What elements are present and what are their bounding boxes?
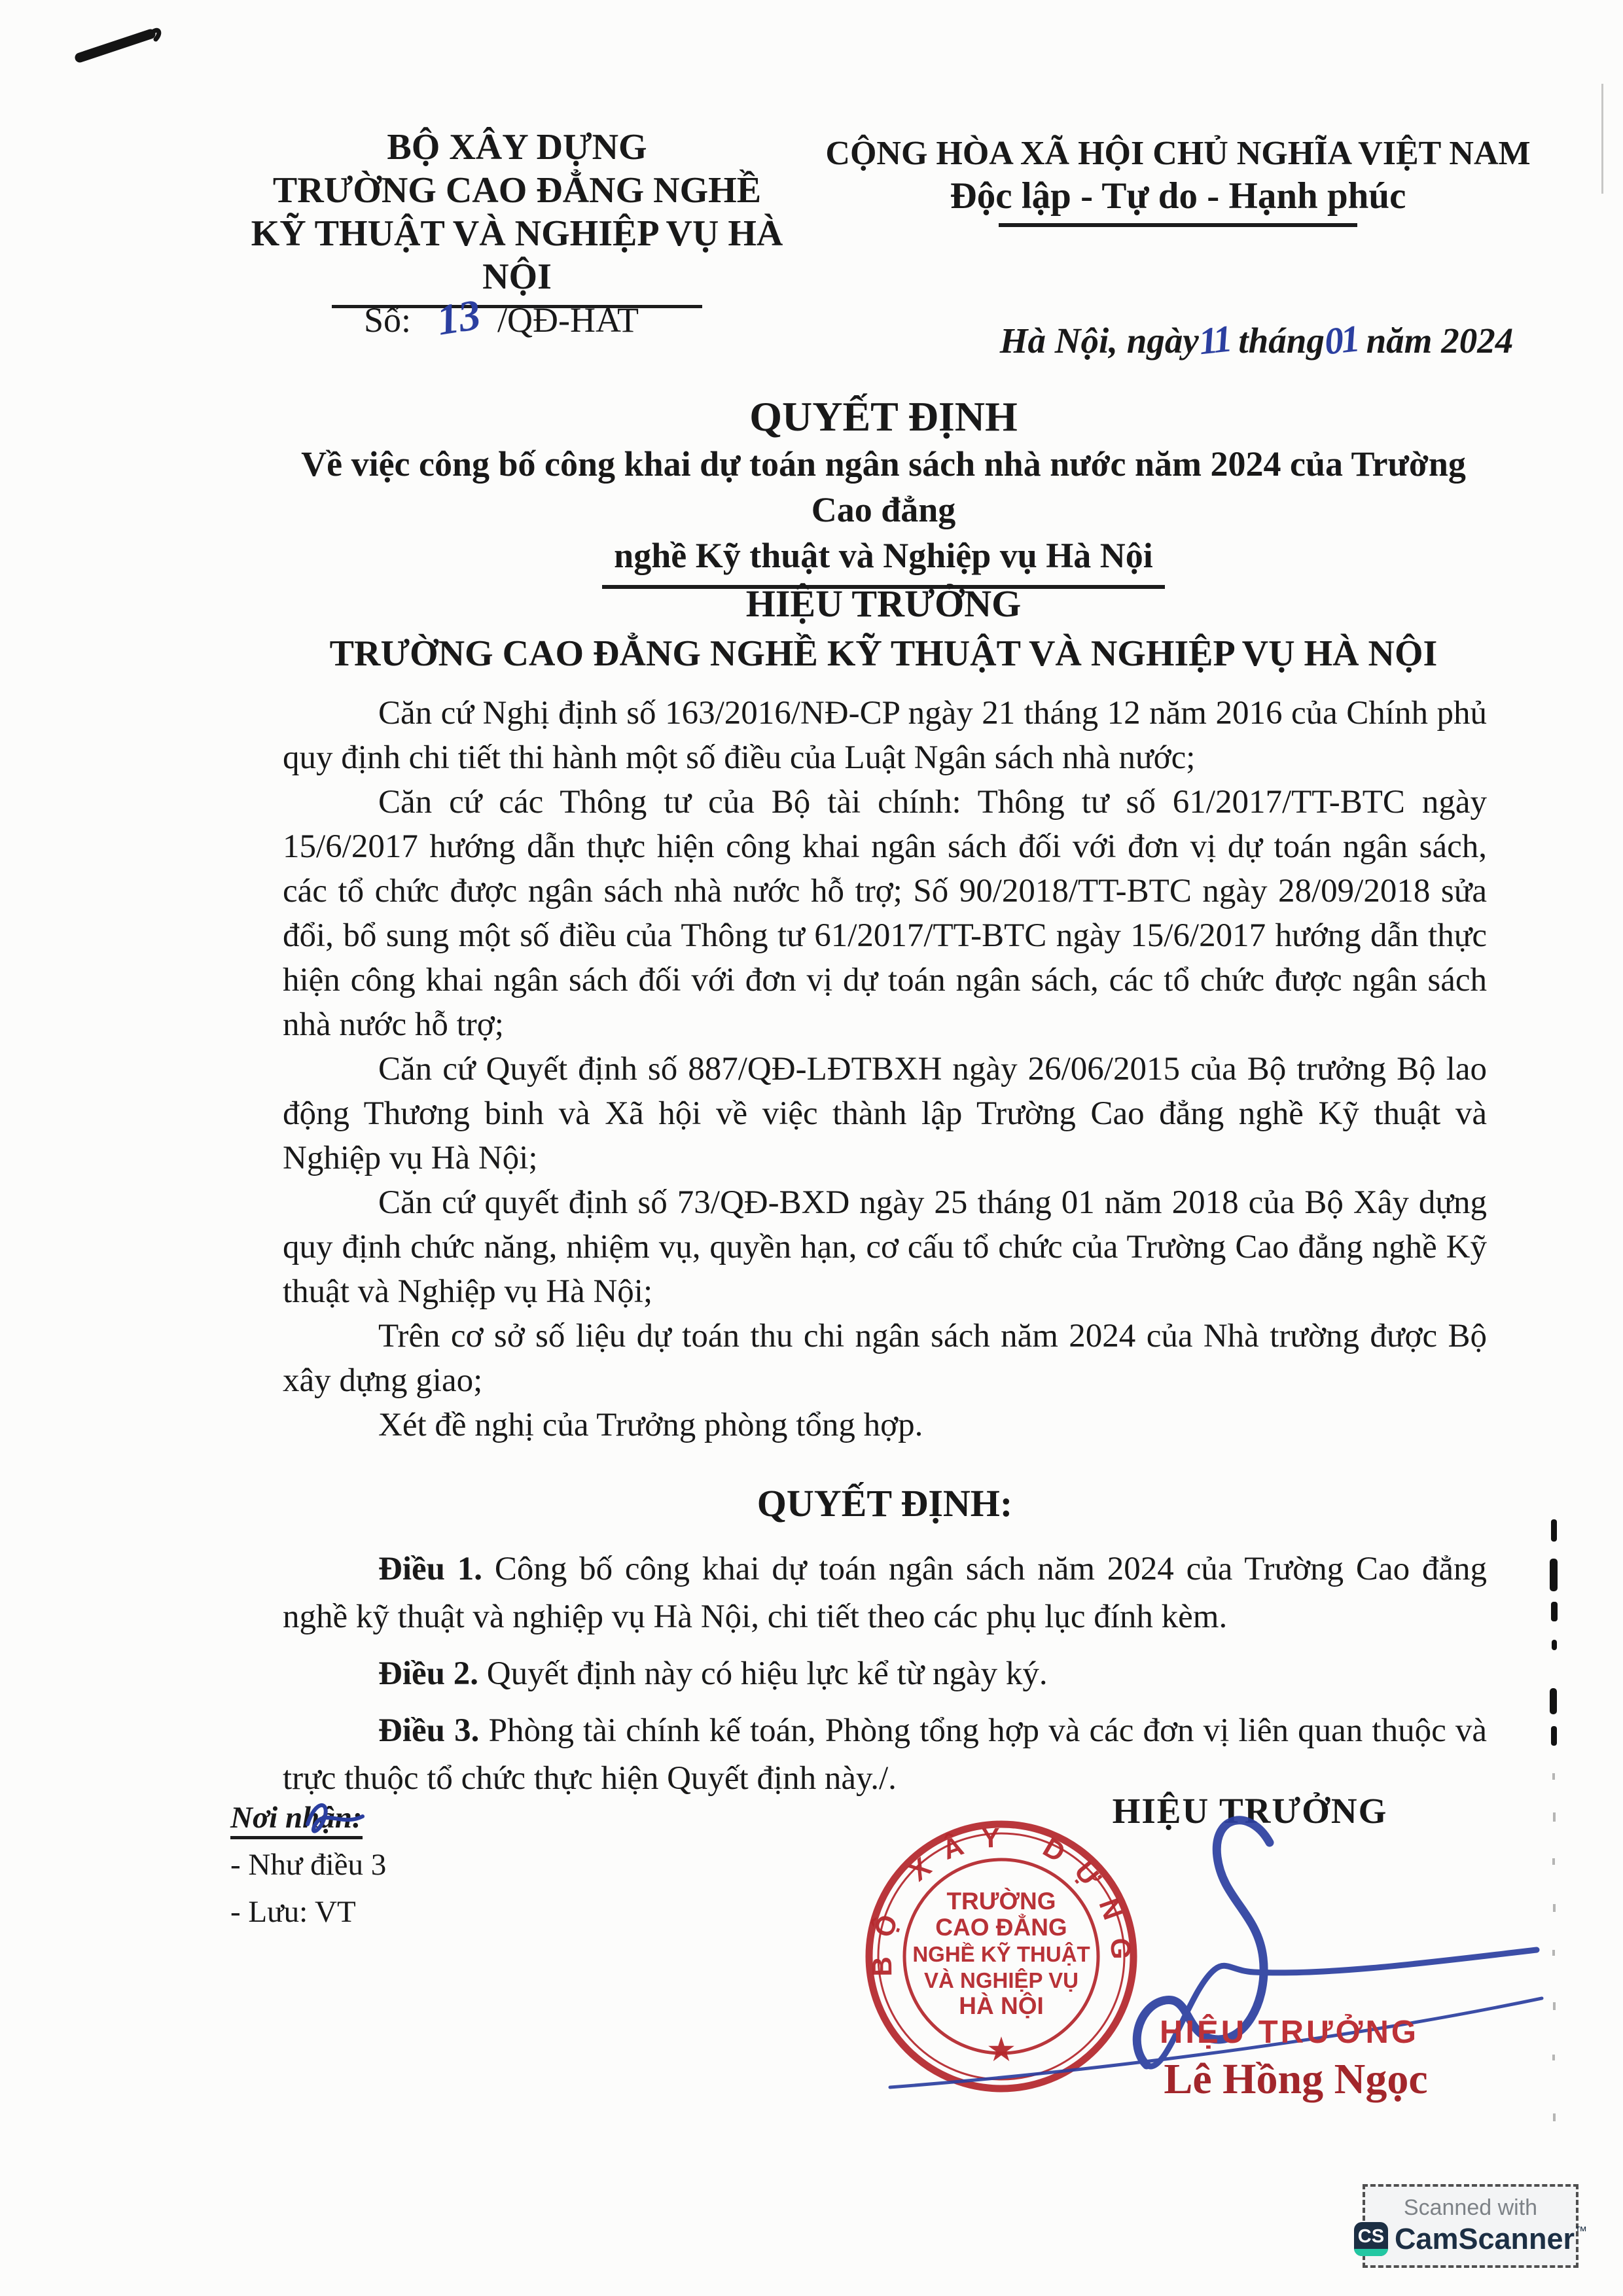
number-handwritten: 13	[433, 291, 484, 345]
stamp-inner-line: VÀ NGHIỆP VỤ	[924, 1968, 1079, 1992]
stamp-inner-line: TRƯỜNG	[946, 1888, 1056, 1915]
issuer-org-line1: TRƯỜNG CAO ĐẲNG NGHỀ	[272, 170, 762, 211]
pen-mark	[71, 14, 195, 86]
preamble-paragraph: Căn cứ quyết định số 73/QĐ-BXD ngày 25 tháng 01 năm 2018 của Bộ Xây dựng quy định chức năng, nhiệm vụ, quyền hạn, cơ cấu tổ chức của Trường Cao đẳng nghề Kỹ thuật và Nghiệp vụ Hà Nội;	[283, 1184, 1487, 1310]
stamp-star-icon: ★	[988, 2032, 1015, 2066]
subtitle-line2: nghề Kỹ thuật và Nghiệp vụ Hà Nội	[614, 536, 1153, 575]
scanned-with-label: Scanned with	[1403, 2195, 1538, 2220]
national-header	[805, 134, 1551, 227]
number-label: Số:	[364, 300, 412, 340]
decision-heading: QUYẾT ĐỊNH:	[757, 1482, 1013, 1525]
issuer-block	[216, 126, 818, 308]
recipient-item: - Lưu: VT	[230, 1895, 356, 1929]
preamble-paragraph: Xét đề nghị của Trưởng phòng tổng hợp.	[378, 1407, 923, 1443]
date-middle: tháng	[1238, 321, 1325, 361]
article-3-text: Phòng tài chính kế toán, Phòng tổng hợp và các đơn vị liên quan thuộc và trực thuộc tổ chức thực hiện Quyết định này./.	[283, 1712, 1488, 1797]
national-title: CỘNG HÒA XÃ HỘI CHỦ NGHĨA VIỆT NAM	[825, 135, 1531, 172]
article-2	[283, 1650, 1487, 1698]
article-2-label: Điều 2.	[378, 1655, 478, 1692]
camscanner-icon-strip	[1354, 2249, 1388, 2256]
motto-underline	[999, 223, 1357, 227]
camscanner-brand: CamScanner	[1394, 2222, 1575, 2255]
date-line	[916, 318, 1597, 362]
article-3-label: Điều 3.	[378, 1712, 480, 1749]
camscanner-icon	[1354, 2222, 1388, 2256]
article-1	[283, 1545, 1487, 1641]
article-1-label: Điều 1.	[378, 1551, 483, 1587]
camscanner-watermark	[1357, 2184, 1588, 2268]
issuer-parent: BỘ XÂY DỰNG	[387, 127, 647, 168]
date-month-handwritten: 01	[1322, 317, 1360, 363]
pen-check-mark	[296, 1790, 374, 1849]
title-block	[281, 393, 1486, 589]
document-number	[364, 293, 639, 343]
scan-edge-line	[1601, 84, 1603, 194]
signer-name: Lê Hồng Ngọc	[1164, 2055, 1428, 2103]
issuer-org-line2: KỸ THUẬT VÀ NGHIỆP VỤ HÀ NỘI	[251, 213, 783, 297]
stamp-inner-line: NGHỀ KỸ THUẬT	[912, 1942, 1090, 1966]
national-motto: Độc lập - Tự do - Hạnh phúc	[950, 175, 1406, 217]
date-day-handwritten: 11	[1196, 317, 1232, 363]
preamble-paragraph: Trên cơ sở số liệu dự toán thu chi ngân sách năm 2024 của Nhà trường được Bộ xây dựng giao;	[283, 1318, 1487, 1399]
recipient-item: - Như điều 3	[230, 1848, 387, 1882]
authority-block	[281, 581, 1486, 675]
signer-role-title: HIỆU TRƯỞNG	[1112, 1791, 1388, 1831]
preamble-paragraph: Căn cứ Nghị định số 163/2016/NĐ-CP ngày 21 tháng 12 năm 2016 của Chính phủ quy định chi tiết thi hành một số điều của Luật Ngân sách nhà nước;	[283, 695, 1487, 776]
decision-title: QUYẾT ĐỊNH	[749, 393, 1018, 440]
trademark-symbol: ™	[1575, 2225, 1588, 2238]
stamped-role-title: HIỆU TRƯỞNG	[1160, 2015, 1419, 2050]
subtitle-line1: Về việc công bố công khai dự toán ngân sách nhà nước năm 2024 của Trường Cao đẳng	[301, 444, 1466, 529]
article-1-text: Công bố công khai dự toán ngân sách năm 2024 của Trường Cao đẳng nghề kỹ thuật và nghiệp vụ Hà Nội, chi tiết theo các phụ lục đính kèm.	[283, 1551, 1488, 1635]
stamp-outer-text: BỘ XÂY DỰNG	[866, 1822, 1137, 1977]
preamble-paragraph: Căn cứ Quyết định số 887/QĐ-LĐTBXH ngày 26/06/2015 của Bộ trưởng Bộ lao động Thương binh và Xã hội về việc thành lập Trường Cao đẳng nghề Kỹ thuật và Nghiệp vụ Hà Nội;	[283, 1051, 1487, 1176]
stamp-inner-line: HÀ NỘI	[959, 1992, 1044, 2019]
article-2-text: Quyết định này có hiệu lực kể từ ngày ký.	[486, 1655, 1048, 1692]
number-suffix: /QĐ-HAT	[497, 300, 639, 340]
preamble-paragraph: Căn cứ các Thông tư của Bộ tài chính: Thông tư số 61/2017/TT-BTC ngày 15/6/2017 hướng dẫn thực hiện công khai ngân sách đối với đơn vị dự toán ngân sách, các tổ chức được ngân sách nhà nước hỗ trợ; Số 90/2018/TT-BTC ngày 28/09/2018 sửa đổi, bổ sung một số điều của Thông tư 61/2017/TT-BTC ngày 15/6/2017 hướng dẫn thực hiện công khai ngân sách đối với đơn vị dự toán ngân sách, các tổ chức được ngân sách nhà nước hỗ trợ;	[283, 784, 1487, 1043]
authority-role: HIỆU TRƯỞNG	[745, 582, 1022, 625]
stamp-inner-line: CAO ĐẲNG	[935, 1914, 1067, 1941]
date-prefix: Hà Nội, ngày	[999, 321, 1199, 361]
date-suffix: năm 2024	[1366, 321, 1514, 361]
recipients-label: Nơi nhận:	[230, 1801, 363, 1839]
document-body	[283, 691, 1487, 1812]
authority-org: TRƯỜNG CAO ĐẲNG NGHỀ KỸ THUẬT VÀ NGHIỆP VỤ HÀ NỘI	[329, 633, 1438, 674]
scan-edge-specks	[1543, 1492, 1567, 2185]
camscanner-icon-letters: CS	[1357, 2226, 1385, 2247]
